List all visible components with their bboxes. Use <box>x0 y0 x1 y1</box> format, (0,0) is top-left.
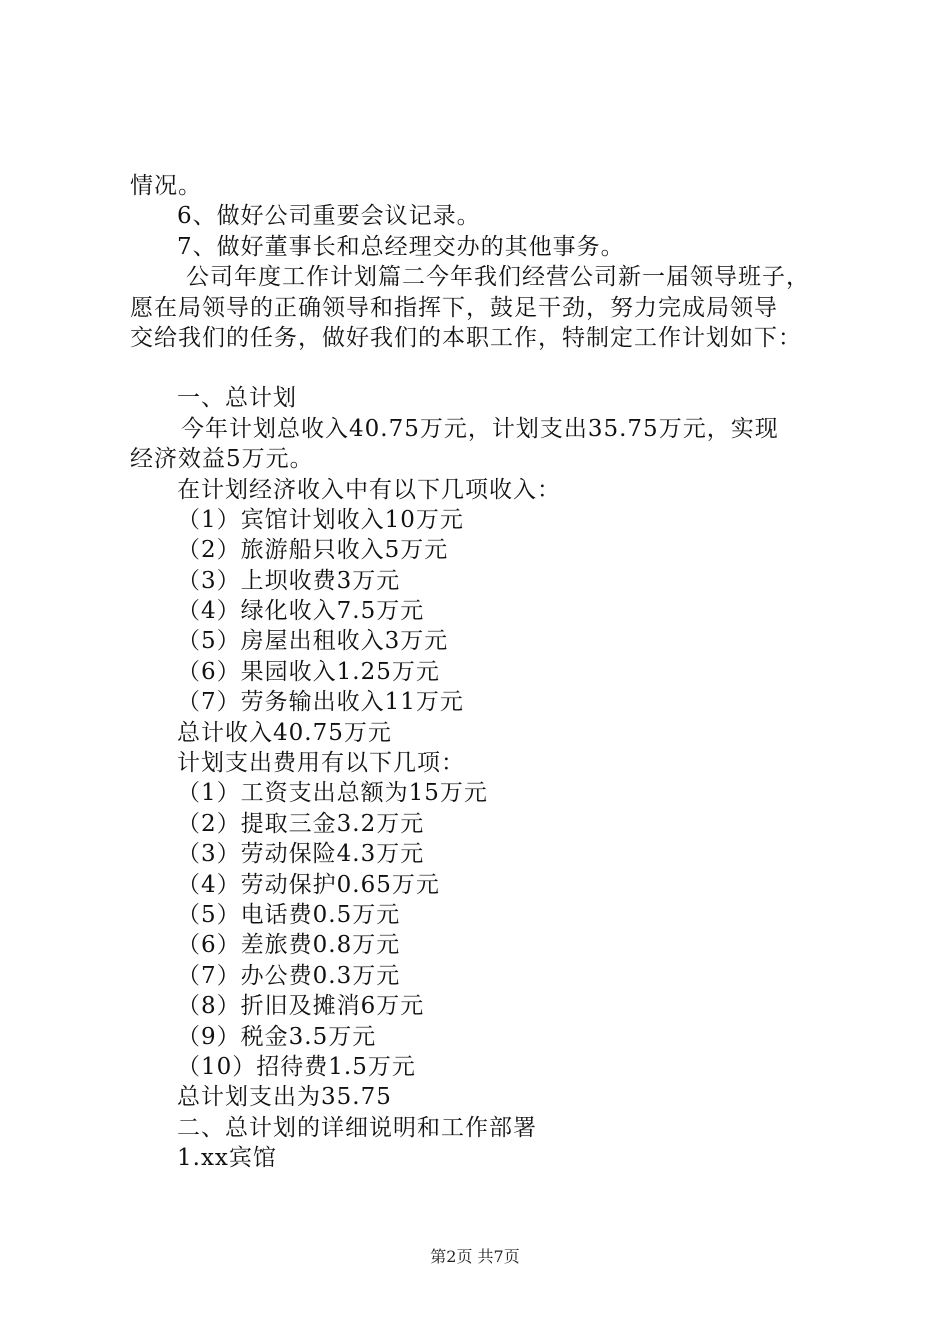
income-total: 总计收入40.75万元 <box>177 719 392 746</box>
expense-item: （3）劳动保险4.3万元 <box>177 841 425 868</box>
summary-line: 经济效益5万元。 <box>130 446 314 473</box>
blank-line <box>130 353 830 383</box>
subsection-heading: 1.xx宾馆 <box>177 1145 277 1172</box>
income-item: （1）宾馆计划收入10万元 <box>177 506 464 533</box>
expense-item: （4）劳动保护0.65万元 <box>177 871 440 898</box>
expense-item: （1）工资支出总额为15万元 <box>177 780 488 807</box>
expense-item: （10）招待费1.5万元 <box>177 1053 416 1080</box>
income-item: （7）劳务输出收入11万元 <box>177 689 464 716</box>
income-item: （3）上坝收费3万元 <box>177 567 401 594</box>
income-item: （5）房屋出租收入3万元 <box>177 628 449 655</box>
income-intro: 在计划经济收入中有以下几项收入： <box>177 476 561 503</box>
expense-item: （8）折旧及摊消6万元 <box>177 993 425 1020</box>
text-line: 情况。 <box>130 173 202 199</box>
expense-item: （5）电话费0.5万元 <box>177 901 401 928</box>
list-item: 6、做好公司重要会议记录。 <box>177 203 481 230</box>
summary-line: 今年计划总收入40.75万元，计划支出35.75万元，实现 <box>181 415 779 442</box>
income-item: （6）果园收入1.25万元 <box>177 658 440 685</box>
expense-intro: 计划支出费用有以下几项： <box>177 750 465 777</box>
expense-total: 总计划支出为35.75 <box>177 1084 392 1111</box>
income-item: （2）旅游船只收入5万元 <box>177 537 449 564</box>
expense-item: （7）办公费0.3万元 <box>177 962 401 989</box>
paragraph-line: 愿在局领导的正确领导和指挥下，鼓足干劲，努力完成局领导 <box>130 294 778 321</box>
document-body <box>130 171 830 1174</box>
paragraph-line: 公司年度工作计划篇二今年我们经营公司新一届领导班子， <box>186 264 810 291</box>
expense-item: （6）差旅费0.8万元 <box>177 932 401 959</box>
expense-item: （2）提取三金3.2万元 <box>177 810 425 837</box>
section-heading: 二、总计划的详细说明和工作部署 <box>177 1114 537 1141</box>
list-item: 7、做好董事长和总经理交办的其他事务。 <box>177 233 625 260</box>
section-heading: 一、总计划 <box>177 385 297 412</box>
paragraph-line: 交给我们的任务，做好我们的本职工作，特制定工作计划如下： <box>130 324 802 351</box>
income-item: （4）绿化收入7.5万元 <box>177 598 425 625</box>
page-footer: 第2页 共7页 <box>430 1247 520 1266</box>
expense-item: （9）税金3.5万元 <box>177 1023 377 1050</box>
